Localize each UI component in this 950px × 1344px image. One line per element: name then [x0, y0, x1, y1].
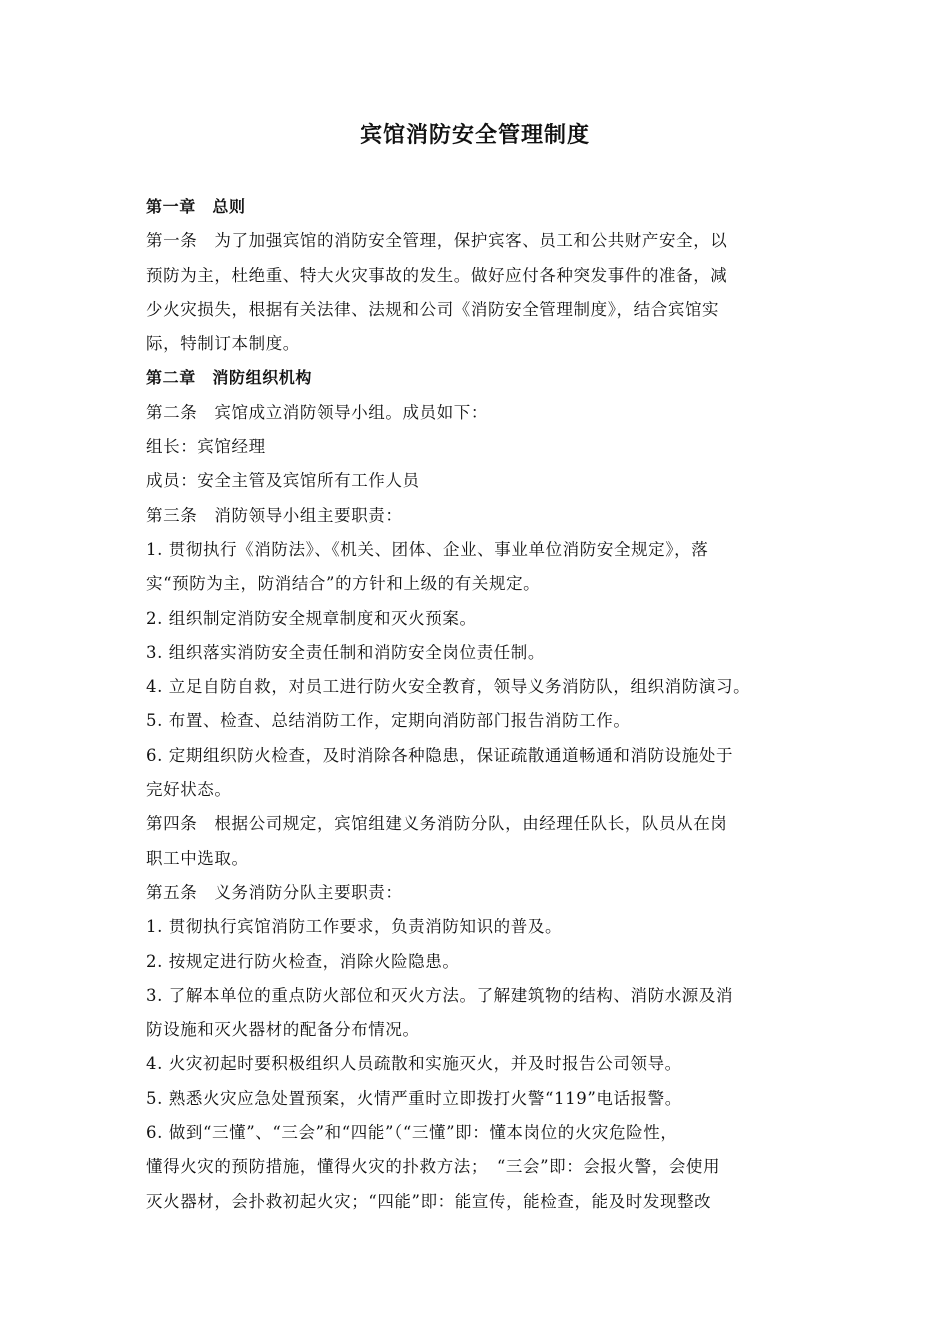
text-line: 预防为主，杜绝重、特大火灾事故的发生。做好应付各种突发事件的准备，减: [146, 265, 728, 285]
text-line: 第三条 消防领导小组主要职责：: [146, 505, 403, 525]
text-line: 际，特制订本制度。: [146, 334, 300, 354]
text-line: 完好状态。: [146, 780, 232, 800]
text-line: 灭火器材，会扑救初起火灾；“四能”即：能宣传，能检查，能及时发现整改: [146, 1191, 712, 1211]
text-line: 3. 了解本单位的重点防火部位和灭火方法。了解建筑物的结构、消防水源及消: [146, 985, 734, 1005]
text-line: 少火灾损失，根据有关法律、法规和公司《消防安全管理制度》，结合宾馆实: [146, 299, 720, 319]
text-line: 5. 布置、检查、总结消防工作，定期向消防部门报告消防工作。: [146, 711, 631, 731]
text-line: 职工中选取。: [146, 848, 249, 868]
text-line: 1. 贯彻执行宾馆消防工作要求，负责消防知识的普及。: [146, 917, 563, 937]
text-line: 防设施和灭火器材的配备分布情况。: [146, 1020, 420, 1040]
text-line: 2. 组织制定消防安全规章制度和灭火预案。: [146, 608, 477, 628]
text-line: 成员：安全主管及宾馆所有工作人员: [146, 471, 420, 491]
document-body: [146, 190, 812, 1219]
text-line: 4. 火灾初起时要积极组织人员疏散和实施灭火，并及时报告公司领导。: [146, 1054, 682, 1074]
text-line: 1. 贯彻执行《消防法》、《机关、团体、企业、事业单位消防安全规定》，落: [146, 539, 709, 559]
text-line: 3. 组织落实消防安全责任制和消防安全岗位责任制。: [146, 642, 545, 662]
text-line: 第二条 宾馆成立消防领导小组。成员如下：: [146, 402, 488, 422]
page-title: 宾馆消防安全管理制度: [359, 123, 590, 148]
text-line: 第四条 根据公司规定，宾馆组建义务消防分队，由经理任队长，队员从在岗: [146, 814, 728, 834]
text-line: 6. 定期组织防火检查，及时消除各种隐患，保证疏散通道畅通和消防设施处于: [146, 745, 734, 765]
text-line: 组长：宾馆经理: [146, 437, 266, 457]
text-line: 2. 按规定进行防火检查，消除火险隐患。: [146, 951, 460, 971]
chapter-heading: 第一章 总则: [146, 197, 246, 216]
text-line: 6. 做到“三懂”、“三会”和“四能”（“三懂”即：懂本岗位的火灾危险性，: [146, 1123, 678, 1143]
text-line: 第五条 义务消防分队主要职责：: [146, 882, 403, 902]
chapter-heading: 第二章 消防组织机构: [146, 368, 313, 388]
text-line: 第一条 为了加强宾馆的消防安全管理，保护宾客、员工和公共财产安全，以: [146, 231, 728, 251]
text-line: 4. 立足自防自救，对员工进行防火安全教育，领导义务消防队，组织消防演习。: [146, 677, 751, 697]
text-line: 实“预防为主，防消结合”的方针和上级的有关规定。: [146, 574, 541, 594]
text-line: 懂得火灾的预防措施，懂得火灾的扑救方法； “三会”即：会报火警，会使用: [146, 1157, 721, 1177]
text-line: 5. 熟悉火灾应急处置预案，火情严重时立即拨打火警“119”电话报警。: [146, 1088, 682, 1108]
